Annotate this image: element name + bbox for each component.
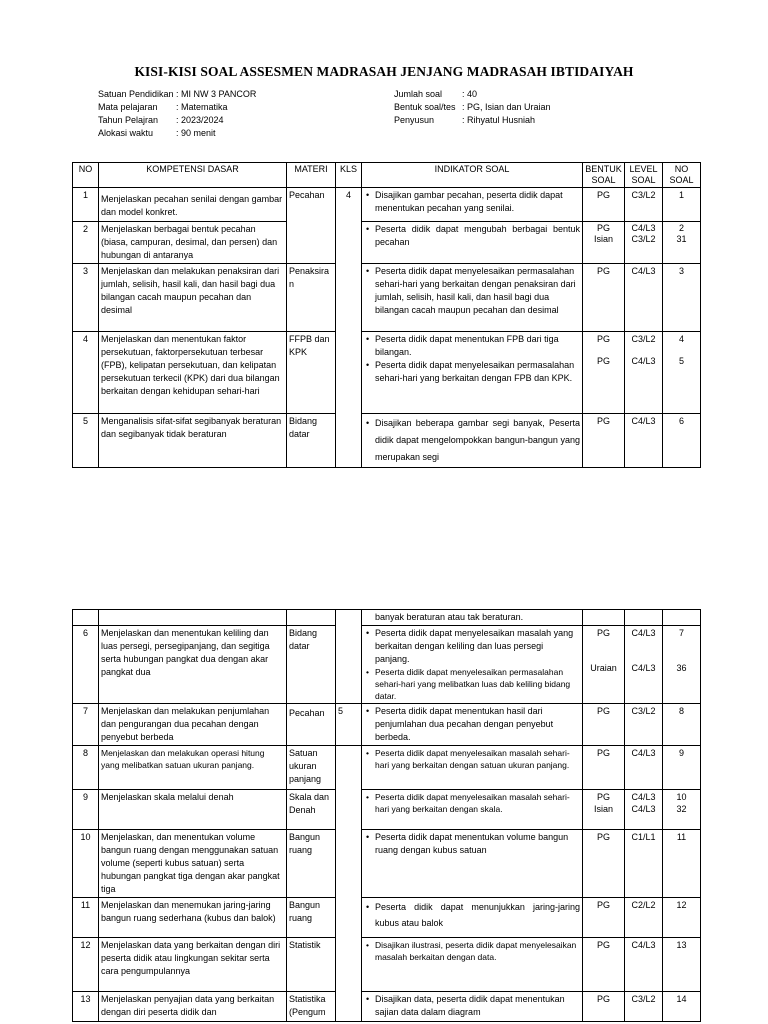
indikator-item: • Peserta didik dapat menyelesaikan masalah sehari-hari yang berkaitan dengan skala. (375, 791, 580, 815)
indikator-item: • Peserta didik dapat menentukan FPB dari tiga bilangan. (375, 333, 580, 359)
table-row (73, 830, 701, 898)
cell-indikator (362, 704, 583, 746)
level-1: C4/L3 (631, 628, 656, 638)
level-1: C4/L3 (631, 792, 656, 802)
cell-kd: Menjelaskan dan melakukan penaksiran dari jumlah, selisih, hasil kali, dan hasil bagi dua bilangan cacah maupun pecahan dan desimal (99, 264, 287, 332)
cell-materi: Bidang datar (287, 626, 336, 704)
cell-bentuk: PG (583, 898, 625, 938)
kisi-table-page-1 (72, 162, 701, 468)
indikator-item: • Disajikan gambar pecahan, peserta didik dapat menentukan pecahan yang senilai. (375, 189, 580, 215)
cell-materi: Bidang datar (287, 414, 336, 468)
cell-indikator (362, 264, 583, 332)
cell-bentuk: PG (583, 188, 625, 222)
cell-nosoal (663, 332, 701, 414)
cell-indikator (362, 790, 583, 830)
table-row (73, 626, 701, 704)
meta-value: : Matematika (176, 102, 228, 112)
meta-value: : 90 menit (176, 128, 216, 138)
cell-kls (336, 746, 362, 790)
cell-nosoal: 8 (663, 704, 701, 746)
cell-level: C3/L2 (625, 188, 663, 222)
cell-materi: Bangun ruang (287, 898, 336, 938)
cell-level: C4/L3 (625, 746, 663, 790)
header-kls: KLS (336, 163, 362, 188)
meta-label: Satuan Pendidikan (98, 89, 174, 99)
table-row-continuation (73, 610, 701, 626)
cell-kls (336, 898, 362, 938)
cell-indikator (362, 222, 583, 264)
cell-kd: Menjelaskan dan menentukan faktor persekutuan, faktorpersekutuan terbesar (FPB), kelipatan persekutuan, dan kelipatan persekutuan terkecil (KPK) dari dua bilangan berkaitan dengan kehidupan sehari-hari (99, 332, 287, 414)
cell-nosoal (663, 790, 701, 830)
cell-indikator (362, 746, 583, 790)
cell-nosoal: 6 (663, 414, 701, 468)
cell-bentuk: PG (583, 704, 625, 746)
cell-nosoal (663, 626, 701, 704)
nosoal-2: 31 (676, 234, 687, 244)
cell-bentuk (583, 610, 625, 626)
meta-value: : Rihyatul Husniah (462, 115, 536, 125)
cell-kls (336, 790, 362, 830)
header-indikator-soal: INDIKATOR SOAL (362, 163, 583, 188)
indikator-item: • Peserta didik dapat menentukan hasil dari penjumlahan dua pecahan dengan penyebut berbeda. (375, 705, 580, 744)
cell-level (625, 222, 663, 264)
meta-row (98, 101, 256, 114)
cell-kd (99, 188, 287, 222)
meta-left (98, 88, 256, 140)
cell-indikator: banyak beraturan atau tak beraturan. (362, 610, 583, 626)
cell-kls: 5 (336, 704, 362, 746)
level-2: C4/L3 (631, 804, 656, 814)
cell-no: 7 (73, 704, 99, 746)
bentuk-2: PG (596, 356, 610, 366)
level-2: C4/L3 (631, 663, 656, 673)
cell-indikator (362, 188, 583, 222)
meta-label: Bentuk soal/tes (394, 102, 456, 112)
cell-bentuk: PG (583, 746, 625, 790)
cell-no (73, 610, 99, 626)
indikator-item: • Peserta didik dapat menyelesaikan masalah yang berkaitan dengan keliling dan luas persegi panjang. (375, 627, 580, 666)
meta-label: Jumlah soal (394, 89, 443, 99)
cell-indikator (362, 332, 583, 414)
header-kompetensi-dasar: KOMPETENSI DASAR (99, 163, 287, 188)
cell-kd: Menjelaskan dan menentukan keliling dan luas persegi, persegipanjang, dan segitiga serta hubungan pangkat dua dengan akar pangkat dua (99, 626, 287, 704)
kd-text: Menjelaskan pecahan senilai dengan gambar dan model konkret. (101, 194, 283, 217)
bentuk-2: Isian (593, 234, 613, 244)
meta-right (394, 88, 551, 127)
bentuk-1: PG (596, 223, 610, 233)
cell-bentuk: PG (583, 264, 625, 332)
bentuk-2: Uraian (590, 663, 617, 673)
table-row (73, 992, 701, 1022)
cell-bentuk (583, 222, 625, 264)
cell-level: C2/L2 (625, 898, 663, 938)
level-2: C3/L2 (631, 234, 656, 244)
header-bentuk-soal: BENTUK SOAL (583, 163, 625, 188)
header-no: NO (73, 163, 99, 188)
table-row (73, 188, 701, 222)
cell-kls (336, 332, 362, 414)
indikator-item: • Peserta didik dapat menyelesaikan permasalahan sehari-hari yang berkaitan dengan penaksiran dari jumlah, selisih, hasil kali, dan hasil bagi dua bilangan cacah maupun pecahan dan desimal (375, 265, 580, 317)
cell-bentuk: PG (583, 830, 625, 898)
cell-bentuk: PG (583, 414, 625, 468)
table-row (73, 332, 701, 414)
cell-nosoal: 11 (663, 830, 701, 898)
cell-kls (336, 830, 362, 898)
table-row (73, 790, 701, 830)
bentuk-1: PG (596, 334, 610, 344)
indikator-item: • Peserta didik dapat menyelesaikan masalah sehari-hari yang berkaitan dengan satuan ukuran panjang. (375, 747, 580, 771)
cell-kd: Menjelaskan, dan menentukan volume bangun ruang dengan menggunakan satuan volume (seperti kubus satuan) serta hubungan pangkat tiga dengan akar pangkat tiga (99, 830, 287, 898)
cell-materi: Bangun ruang (287, 830, 336, 898)
cell-bentuk (583, 332, 625, 414)
indikator-item: • Peserta didik dapat mengubah berbagai bentuk pecahan (375, 223, 580, 249)
cell-no: 13 (73, 992, 99, 1022)
cell-nosoal: 12 (663, 898, 701, 938)
cell-kd: Menjelaskan skala melalui denah (99, 790, 287, 830)
table-header-row (73, 163, 701, 188)
bentuk-1: PG (596, 792, 610, 802)
meta-value: : PG, Isian dan Uraian (462, 102, 551, 112)
nosoal-2: 5 (678, 356, 684, 366)
table-row (73, 746, 701, 790)
meta-label: Penyusun (394, 115, 435, 125)
kisi-table-page-2 (72, 609, 701, 1022)
meta-value: : 2023/2024 (176, 115, 224, 125)
table-row (73, 704, 701, 746)
cell-indikator (362, 992, 583, 1022)
cell-bentuk (583, 790, 625, 830)
meta-row (98, 88, 256, 101)
cell-kd (99, 610, 287, 626)
cell-no: 11 (73, 898, 99, 938)
cell-kls (336, 626, 362, 704)
nosoal-1: 7 (678, 628, 684, 638)
cell-level: C1/L1 (625, 830, 663, 898)
meta-label: Alokasi waktu (98, 128, 154, 138)
indikator-item: • Peserta didik dapat menentukan volume bangun ruang dengan kubus satuan (375, 831, 580, 857)
level-1: C3/L2 (631, 334, 656, 344)
bentuk-2: Isian (593, 804, 613, 814)
nosoal-1: 4 (678, 334, 684, 344)
cell-level (625, 332, 663, 414)
meta-row (98, 127, 256, 140)
cell-nosoal: 14 (663, 992, 701, 1022)
cell-no: 10 (73, 830, 99, 898)
cell-nosoal: 13 (663, 938, 701, 992)
cell-kd: Menjelaskan data yang berkaitan dengan diri peserta didik atau lingkungan sekitar serta cara pengumpulannya (99, 938, 287, 992)
materi-text: Pecahan (289, 708, 325, 718)
cell-level: C4/L3 (625, 414, 663, 468)
cell-nosoal (663, 610, 701, 626)
cell-no: 1 (73, 188, 99, 222)
meta-row (394, 114, 551, 127)
meta-value: : MI NW 3 PANCOR (176, 89, 257, 99)
meta-value: : 40 (462, 89, 478, 99)
header-no-soal: NO SOAL (663, 163, 701, 188)
cell-no: 6 (73, 626, 99, 704)
meta-row (394, 101, 551, 114)
meta-row (394, 88, 551, 101)
cell-materi: Penaksiran (287, 264, 336, 332)
cell-kls (336, 992, 362, 1022)
cell-bentuk: PG (583, 938, 625, 992)
indikator-item: • Peserta didik dapat menyelesaikan permasalahan sehari-hari yang berkaitan dengan FPB dan KPK. (375, 359, 580, 385)
cell-kls (336, 222, 362, 264)
nosoal-1: 2 (678, 223, 684, 233)
cell-nosoal: 1 (663, 188, 701, 222)
cell-indikator (362, 830, 583, 898)
cell-kls (336, 938, 362, 992)
cell-kls (336, 414, 362, 468)
cell-kd: Menjelaskan berbagai bentuk pecahan (biasa, campuran, desimal, dan persen) dan hubungan di antaranya (99, 222, 287, 264)
cell-materi (287, 222, 336, 264)
cell-materi (287, 704, 336, 746)
cell-level: C4/L3 (625, 264, 663, 332)
cell-kd: Menjelaskan penyajian data yang berkaitan dengan diri peserta didik dan (99, 992, 287, 1022)
document-title: KISI-KISI SOAL ASSESMEN MADRASAH JENJANG MADRASAH IBTIDAIYAH (134, 64, 634, 79)
cell-no: 5 (73, 414, 99, 468)
cell-materi (287, 610, 336, 626)
header-materi: MATERI (287, 163, 336, 188)
indikator-item: • Disajikan data, peserta didik dapat menentukan sajian data dalam diagram (375, 993, 580, 1019)
cell-indikator (362, 626, 583, 704)
cell-level (625, 626, 663, 704)
nosoal-1: 10 (676, 792, 687, 802)
cell-materi: Skala dan Denah (287, 790, 336, 830)
cell-nosoal: 3 (663, 264, 701, 332)
cell-materi: Statistik (287, 938, 336, 992)
nosoal-2: 32 (676, 804, 687, 814)
level-2: C4/L3 (631, 356, 656, 366)
cell-kd: Menganalisis sifat-sifat segibanyak beraturan dan segibanyak tidak beraturan (99, 414, 287, 468)
cell-no: 12 (73, 938, 99, 992)
meta-label: Tahun Pelajran (98, 115, 159, 125)
cell-nosoal (663, 222, 701, 264)
cell-indikator (362, 898, 583, 938)
indikator-item: • Disajikan beberapa gambar segi banyak, Peserta didik dapat mengelompokkan bangun-bangun yang merupakan segi (375, 415, 580, 466)
cell-kls (336, 610, 362, 626)
cell-no: 2 (73, 222, 99, 264)
cell-no: 9 (73, 790, 99, 830)
cell-no: 8 (73, 746, 99, 790)
cell-indikator (362, 414, 583, 468)
cell-bentuk: PG (583, 992, 625, 1022)
cell-nosoal: 9 (663, 746, 701, 790)
header-level-soal: LEVEL SOAL (625, 163, 663, 188)
cell-level (625, 790, 663, 830)
cell-kd: Menjelaskan dan melakukan penjumlahan dan pengurangan dua pecahan dengan penyebut berbeda (99, 704, 287, 746)
level-1: C4/L3 (631, 223, 656, 233)
cell-kd: Menjelaskan dan menemukan jaring-jaring bangun ruang sederhana (kubus dan balok) (99, 898, 287, 938)
indikator-item: • Peserta didik dapat menunjukkan jaring-jaring kubus atau balok (375, 899, 580, 931)
cell-materi: FFPB dan KPK (287, 332, 336, 414)
cell-level: C3/L2 (625, 992, 663, 1022)
meta-label: Mata pelajaran (98, 102, 158, 112)
meta-row (98, 114, 256, 127)
bentuk-1: PG (596, 628, 610, 638)
cell-materi: Pecahan (287, 188, 336, 222)
table-row (73, 414, 701, 468)
cell-bentuk (583, 626, 625, 704)
table-row (73, 222, 701, 264)
table-row (73, 264, 701, 332)
cell-no: 4 (73, 332, 99, 414)
table-row (73, 938, 701, 992)
indikator-item: • Disajikan ilustrasi, peserta didik dapat menyelesaikan masalah berkaitan dengan data. (375, 939, 580, 963)
cell-level: C4/L3 (625, 938, 663, 992)
cell-materi: Satuan ukuran panjang (287, 746, 336, 790)
cell-no: 3 (73, 264, 99, 332)
table-row (73, 898, 701, 938)
cell-materi: Statistika (Pengum (287, 992, 336, 1022)
cell-indikator (362, 938, 583, 992)
indikator-item: • Peserta didik dapat menyelesaikan permasalahan sehari-hari yang melibatkan luas dab keliling bidang datar. (375, 666, 580, 702)
cell-level: C3/L2 (625, 704, 663, 746)
nosoal-2: 36 (676, 663, 687, 673)
cell-kls (336, 264, 362, 332)
cell-kd: Menjelaskan dan melakukan operasi hitung yang melibatkan satuan ukuran panjang. (99, 746, 287, 790)
cell-kls: 4 (336, 188, 362, 222)
cell-level (625, 610, 663, 626)
